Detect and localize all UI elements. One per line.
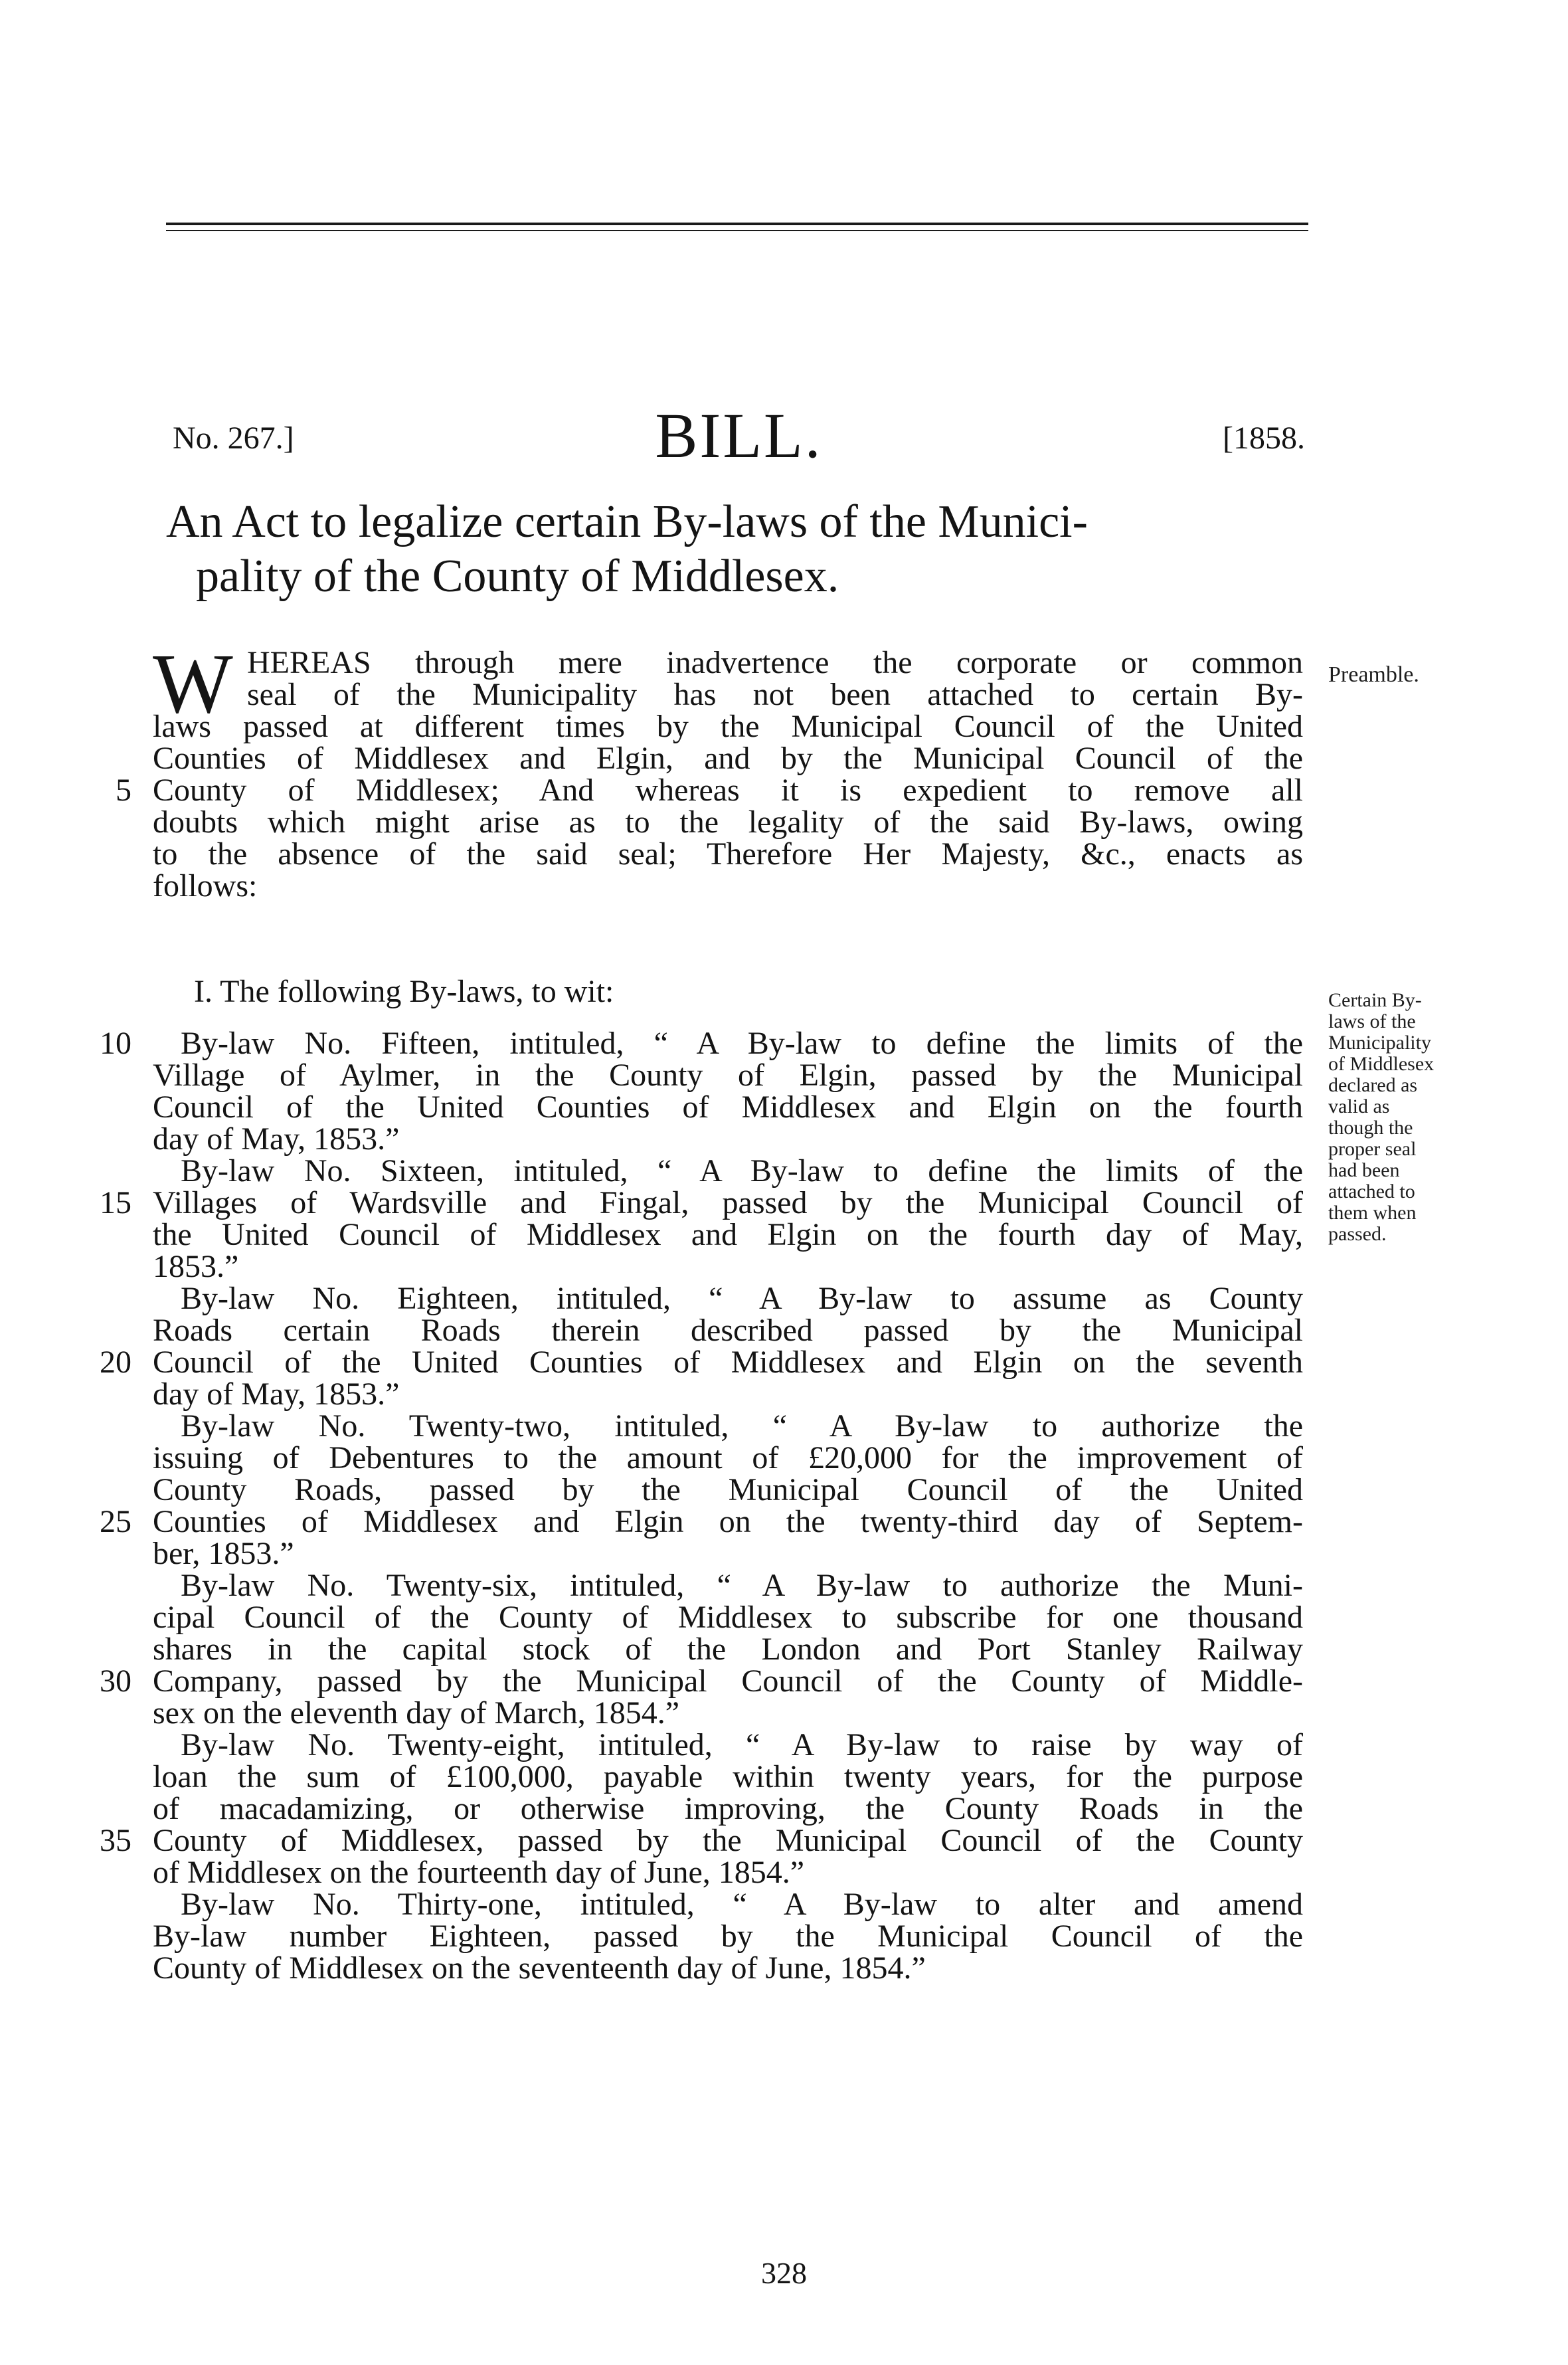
line-number: 15	[100, 1185, 131, 1220]
bylaw-line: of Middlesex on the fourteenth day of June, 1854.”	[153, 1855, 805, 1890]
preamble-line: County of Middlesex; And whereas it is expedient to remove all	[153, 773, 1303, 808]
bill-heading: BILL.	[655, 400, 823, 471]
bylaw-line: County of Middlesex, passed by the Municipal Council of the County	[153, 1823, 1303, 1858]
line-number: 35	[100, 1823, 131, 1858]
bylaw-line: shares in the capital stock of the London and Port Stanley Railway	[153, 1632, 1303, 1667]
page-number: 328	[761, 2256, 807, 2290]
line-number: 25	[100, 1504, 131, 1539]
bylaw-line: Council of the United Counties of Middlesex and Elgin on the seventh	[153, 1345, 1303, 1380]
line-number: 5	[116, 773, 131, 808]
preamble-line: Counties of Middlesex and Elgin, and by the Municipal Council of the	[153, 741, 1303, 776]
margin-note-line: them when	[1328, 1202, 1417, 1224]
margin-note-line: Certain By-	[1328, 989, 1422, 1011]
bylaw-line: By-law No. Twenty-six, intituled, “ A By-law to authorize the Muni-	[181, 1568, 1303, 1603]
margin-note-line: attached to	[1328, 1181, 1415, 1202]
bylaw-line: loan the sum of £100,000, payable within twenty years, for the purpose	[153, 1759, 1303, 1794]
bylaw-line: 1853.”	[153, 1249, 239, 1284]
section-1-lead: I. The following By-laws, to wit:	[194, 974, 614, 1009]
bylaw-line: By-law No. Eighteen, intituled, “ A By-law to assume as County	[181, 1281, 1303, 1316]
margin-note-line: passed.	[1328, 1223, 1387, 1245]
bylaw-line: By-law No. Twenty-eight, intituled, “ A By-law to raise by way of	[181, 1727, 1303, 1762]
bylaw-line: Company, passed by the Municipal Council of the County of Middle-	[153, 1663, 1303, 1699]
bylaw-line: By-law No. Thirty-one, intituled, “ A By-law to alter and amend	[181, 1887, 1303, 1922]
bylaw-line: ber, 1853.”	[153, 1536, 294, 1571]
margin-note-line: had been	[1328, 1159, 1400, 1181]
bylaw-line: County of Middlesex on the seventeenth day of June, 1854.”	[153, 1950, 926, 1986]
margin-note-line: Municipality	[1328, 1032, 1431, 1054]
bylaw-line: day of May, 1853.”	[153, 1121, 400, 1157]
line-number: 30	[100, 1663, 131, 1699]
top-rule-thin	[166, 230, 1308, 231]
bill-year: [1858.	[1223, 421, 1305, 456]
bylaw-line: By-law No. Fifteen, intituled, “ A By-law to define the limits of the	[181, 1026, 1303, 1061]
bill-number: No. 267.]	[173, 421, 294, 456]
bylaw-line: of macadamizing, or otherwise improving, the County Roads in the	[153, 1791, 1303, 1826]
bylaw-line: By-law No. Sixteen, intituled, “ A By-law to define the limits of the	[181, 1153, 1303, 1188]
act-title-line-2: pality of the County of Middlesex.	[196, 551, 839, 602]
bylaw-line: Council of the United Counties of Middlesex and Elgin on the fourth	[153, 1089, 1303, 1125]
bylaw-line: Roads certain Roads therein described passed by the Municipal	[153, 1313, 1303, 1348]
bill-header	[173, 399, 1305, 472]
bylaw-line: By-law No. Twenty-two, intituled, “ A By-law to authorize the	[181, 1408, 1303, 1444]
bylaw-line: issuing of Debentures to the amount of £20,000 for the improvement of	[153, 1440, 1303, 1475]
act-title-line-1: An Act to legalize certain By-laws of the Munici-	[166, 496, 1088, 547]
preamble-line: seal of the Municipality has not been attached to certain By-	[247, 677, 1303, 712]
bylaw-line: Villages of Wardsville and Fingal, passed by the Municipal Council of	[153, 1185, 1303, 1220]
margin-note-line: valid as	[1328, 1095, 1390, 1117]
margin-note-line: of Middlesex	[1328, 1053, 1435, 1075]
preamble-line: follows:	[153, 868, 258, 903]
bylaw-line: the United Council of Middlesex and Elgin on the fourth day of May,	[153, 1217, 1303, 1252]
margin-note-line: declared as	[1328, 1074, 1418, 1096]
top-rule-thick	[166, 223, 1308, 225]
margin-note-preamble: Preamble.	[1328, 662, 1419, 687]
line-number: 20	[100, 1345, 131, 1380]
bylaw-line: cipal Council of the County of Middlesex to subscribe for one thousand	[153, 1600, 1303, 1635]
margin-note-line: laws of the	[1328, 1010, 1416, 1032]
margin-note-certain-bylaws	[1328, 990, 1488, 1245]
preamble-line: to the absence of the said seal; Therefore Her Majesty, &c., enacts as	[153, 836, 1303, 872]
bylaw-line: Village of Aylmer, in the County of Elgin, passed by the Municipal	[153, 1058, 1303, 1093]
preamble-dropcap: W	[153, 636, 233, 731]
bylaw-line: By-law number Eighteen, passed by the Municipal Council of the	[153, 1919, 1303, 1954]
bylaw-line: Counties of Middlesex and Elgin on the twenty-third day of Septem-	[153, 1504, 1303, 1539]
preamble-line: HEREAS through mere inadvertence the corporate or common	[247, 645, 1303, 680]
bylaw-line: day of May, 1853.”	[153, 1376, 400, 1412]
preamble-line: laws passed at different times by the Municipal Council of the United	[153, 709, 1303, 744]
margin-note-line: though the	[1328, 1117, 1413, 1139]
act-title	[166, 495, 1308, 604]
preamble-line: doubts which might arise as to the legality of the said By-laws, owing	[153, 804, 1303, 840]
bylaw-line: sex on the eleventh day of March, 1854.”	[153, 1695, 680, 1731]
line-number: 10	[100, 1026, 131, 1061]
margin-note-line: proper seal	[1328, 1138, 1417, 1160]
bylaw-line: County Roads, passed by the Municipal Council of the United	[153, 1472, 1303, 1507]
